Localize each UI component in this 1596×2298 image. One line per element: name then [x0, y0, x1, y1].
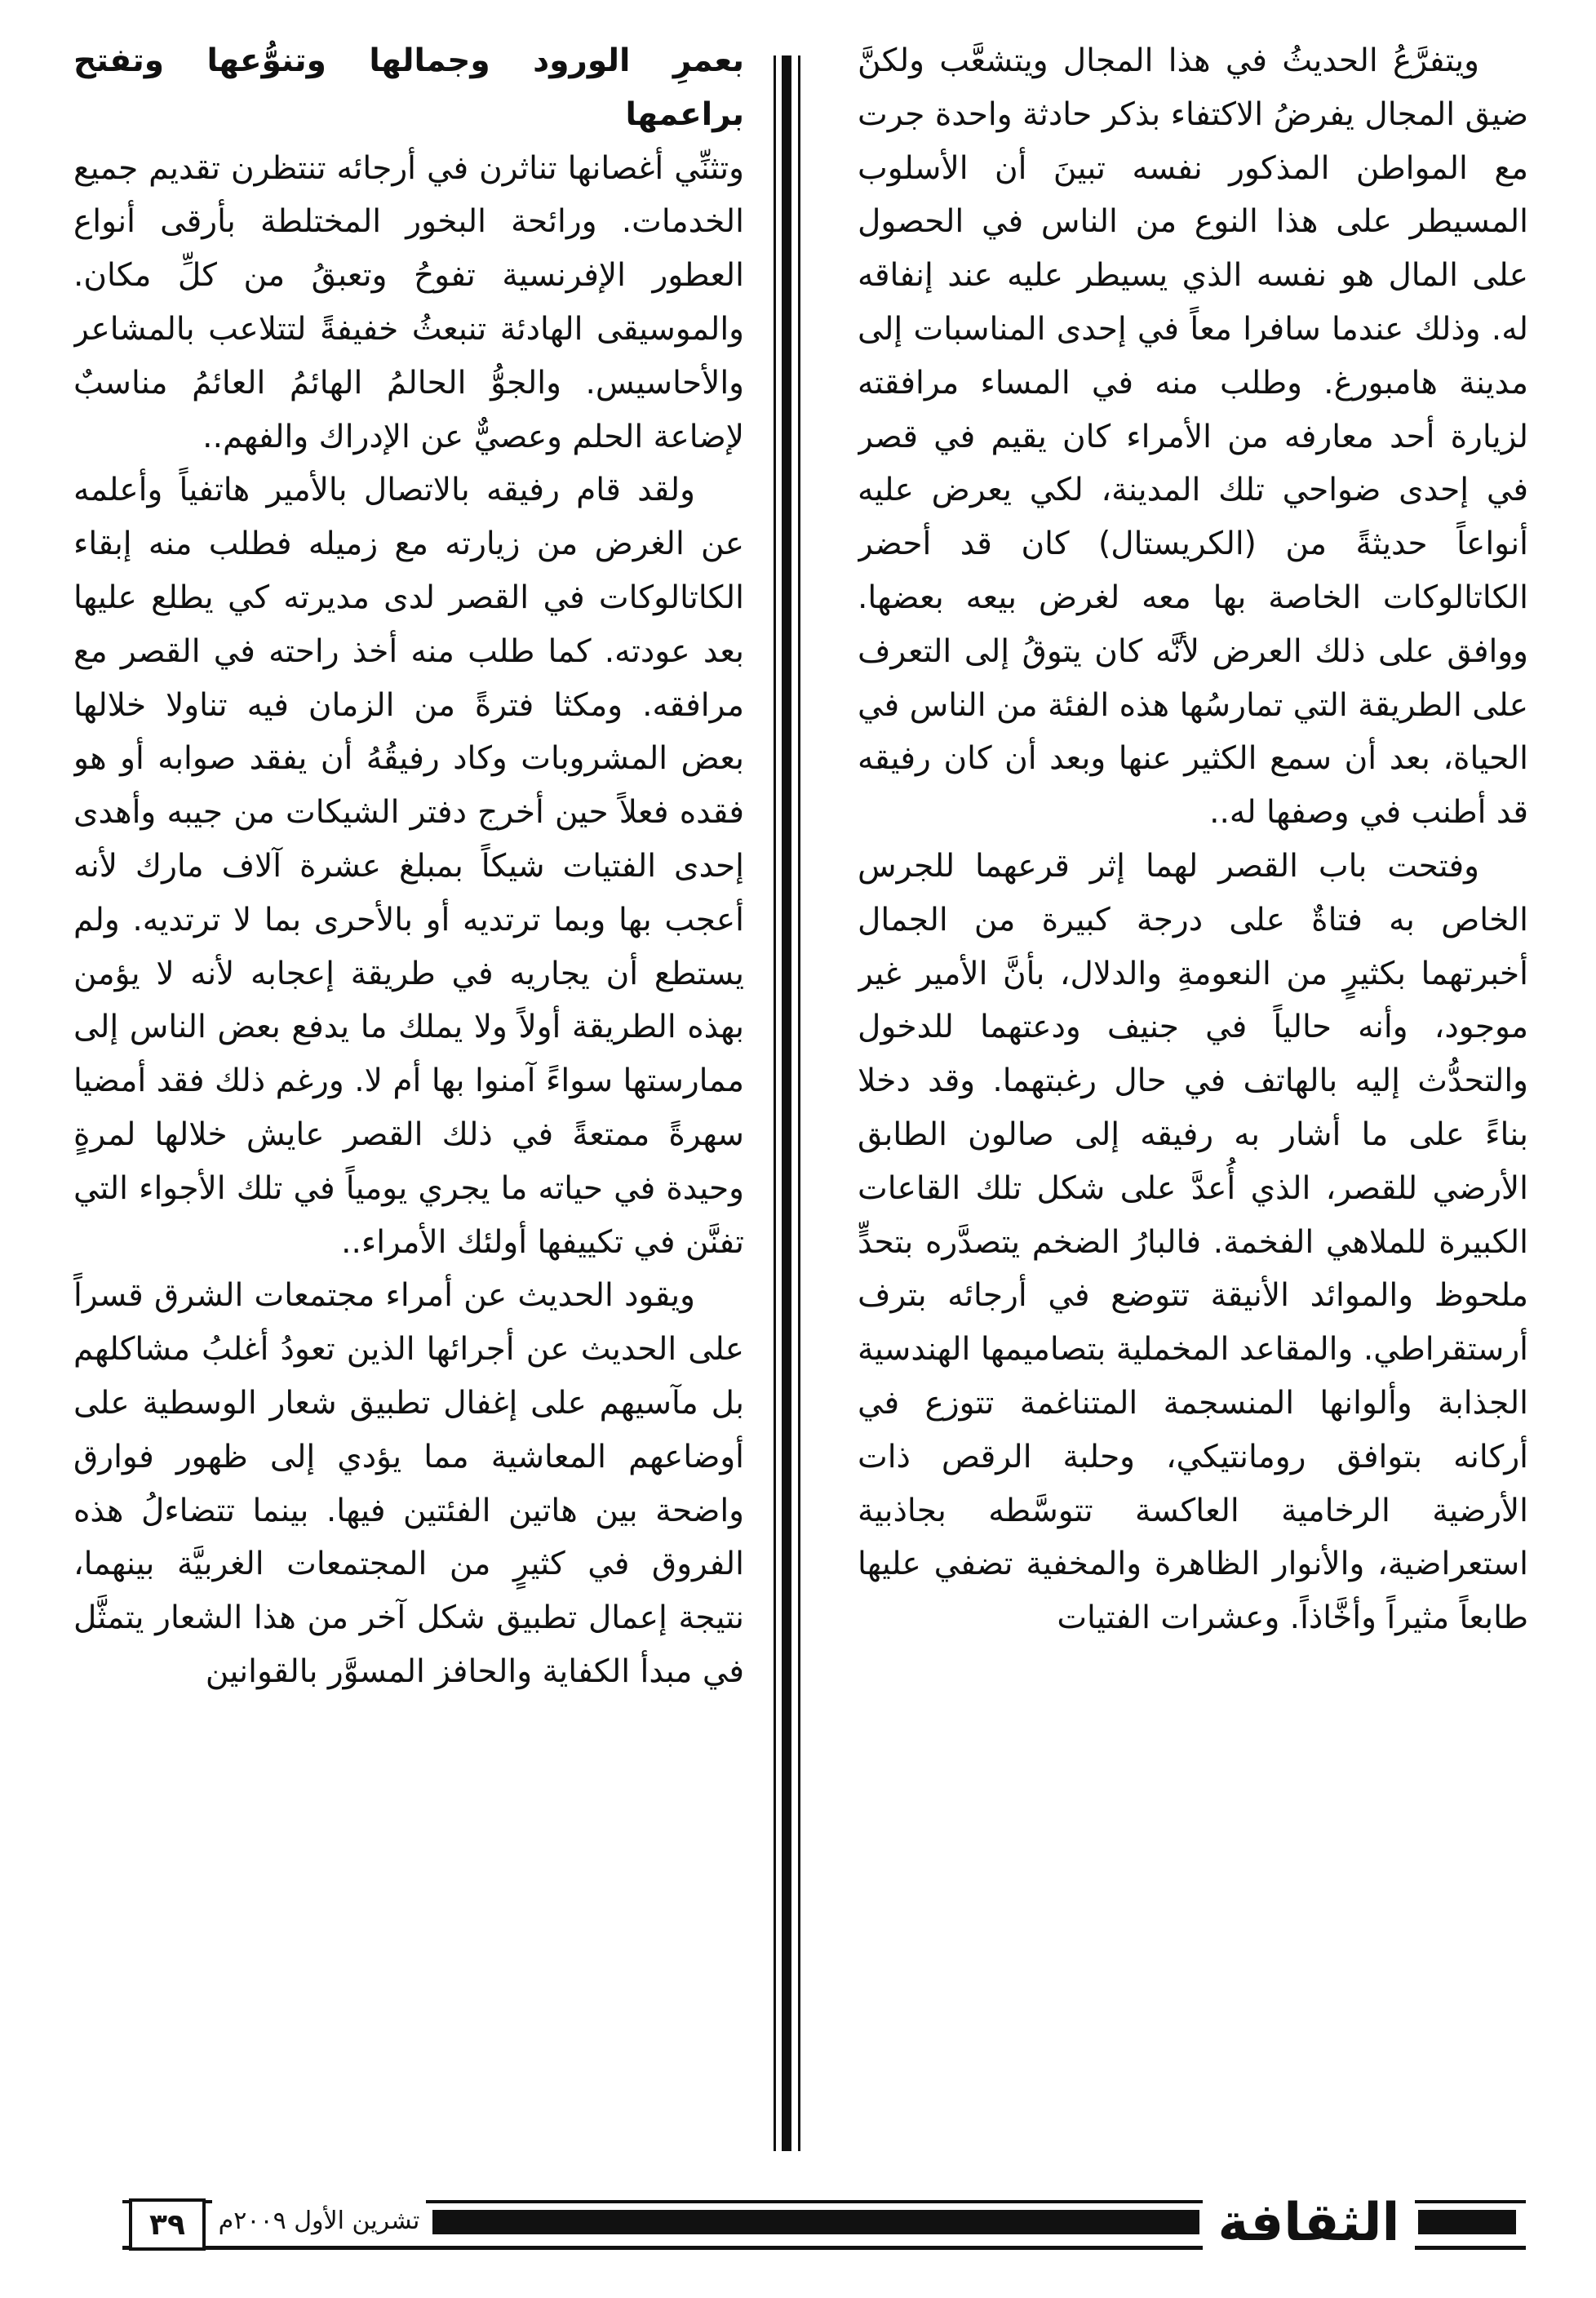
page-number: ٣٩	[129, 2198, 206, 2251]
divider-line	[798, 55, 800, 2151]
paragraph: وتثنِّي أغصانها تناثرن في أرجائه تنتظرن تقديم جميع الخدمات. ورائحة البخور المختلطة بأرقى أنواع العطور الإفرنسية تفوحُ وتعبقُ من كلِّ مكان. والموسيقى الهادئة تنبعثُ خفيفةً لتتلاعب بالمشاعر والأحاسيس. والجوُّ الحالمُ الهائمُ العائمُ مناسبٌ لإضاعة الحلم وعصيٌّ عن الإدراك والفهم..	[73, 149, 744, 455]
right-text-column	[858, 34, 1528, 2168]
footer-rule	[1418, 2210, 1516, 2234]
column-divider	[772, 55, 808, 2151]
magazine-logo: الثقافة	[1203, 2189, 1415, 2257]
paragraph: ويتفرَّعُ الحديثُ في هذا المجال ويتشعَّب ولكنَّ ضيق المجال يفرضُ الاكتفاء بذكر حادثة واحدة جرت مع المواطن المذكور نفسه تبينَ أن الأسلوب المسيطر على هذا النوع من الناس في الحصول على المال هو نفسه الذي يسيطر عليه عند إنفاقه له. وذلك عندما سافرا معاً في إحدى المناسبات إلى مدينة هامبورغ. وطلب منه في المساء مرافقته لزيارة أحد معارفه من الأمراء كان يقيم في قصر في إحدى ضواحي تلك المدينة، لكي يعرض عليه أنواعاً حديثةً من (الكريستال) كان قد أحضر الكاتالوكات الخاصة بها معه لغرض بيعه بعضها. ووافق على ذلك العرض لأنَّه كان يتوقُ إلى التعرف على الطريقة التي تمارسُها هذه الفئة من الناس في الحياة، بعد أن سمع الكثير عنها وبعد أن كان رفيقه قد أطنب في وصفها له..	[858, 42, 1528, 832]
paragraph: وفتحت باب القصر لهما إثر قرعهما للجرس الخاص به فتاةٌ على درجة كبيرة من الجمال أخبرتهما بكثيرٍ من النعومةِ والدلال، بأنَّ الأمير غير موجود، وأنه حالياً في جنيف ودعتهما للدخول والتحدُّث إليه بالهاتف في حال رغبتهما. وقد دخلا بناءً على ما أشار به رفيقه إلى صالون الطابق الأرضي للقصر، الذي أُعدَّ على شكل تلك القاعات الكبيرة للملاهي الفخمة. فالبارُ الضخم يتصدَّره بتحدٍّ ملحوظ والموائد الأنيقة تتوضع في أرجائه بترف أرستقراطي. والمقاعد المخملية بتصاميمها الهندسية الجذابة وألوانها المنسجمة المتناغمة تتوزع في أركانه بتوافق رومانتيكي، وحلبة الرقص ذات الأرضية الرخامية العاكسة تتوسَّطه بجاذبية استعراضية، والأنوار الظاهرة والمخفية تضفي عليها طابعاً مثيراً وأخَّاذاً. وعشرات الفتيات	[858, 847, 1528, 1637]
paragraph: ويقود الحديث عن أمراء مجتمعات الشرق قسراً على الحديث عن أجرائها الذين تعودُ أغلبُ مشاكلهم بل مآسيهم على إغفال تطبيق شعار الوسطية على أوضاعهم المعاشية مما يؤدي إلى ظهور فوارق واضحة بين هاتين الفئتين فيها. بينما تتضاءلُ هذه الفروق في كثيرٍ من المجتمعات الغربيَّة بينهما، نتيجة إعمال تطبيق شكل آخر من هذا الشعار يتمثَّل في مبدأ الكفاية والحافز المسوَّر بالقوانين	[73, 1277, 744, 1690]
paragraph: ولقد قام رفيقه بالاتصال بالأمير هاتفياً وأعلمه عن الغرض من زيارته مع زميله فطلب منه إبقاء الكاتالوكات في القصر لدى مديرته كي يطلع عليها بعد عودته. كما طلب منه أخذ راحته في القصر مع مرافقه. ومكثا فترةً من الزمان فيه تناولا خلالها بعض المشروبات وكاد رفيقُهُ أن يفقد صوابه أو هو فقده فعلاً حين أخرج دفتر الشيكات من جيبه وأهدى إحدى الفتيات شيكاً بمبلغ عشرة آلاف مارك لأنه أعجب بها وبما ترتديه أو بالأحرى بما لا ترتديه. ولم يستطع أن يجاريه في طريقة إعجابه لأنه لا يؤمن بهذه الطريقة أولاً ولا يملك ما يدفع بعض الناس إلى ممارستها سواءً آمنوا بها أم لا. ورغم ذلك فقد أمضيا سهرةً ممتعةً في ذلك القصر عايش خلالها لمرةٍ وحيدة في حياته ما يجري يومياً في تلك الأجواء التي تفنَّن في تكييفها أولئك الأمراء..	[73, 472, 744, 1261]
page-footer	[122, 2195, 1526, 2269]
left-text-column	[73, 34, 744, 2168]
divider-line	[774, 55, 776, 2151]
issue-date: تشرين الأول ٢٠٠٩م	[212, 2200, 426, 2243]
footer-rule	[432, 2210, 1199, 2234]
lead-line: بعمرِ الورود وجمالها وتنوُّعها وتفتح براعمها	[73, 42, 744, 133]
divider-line	[782, 55, 791, 2151]
